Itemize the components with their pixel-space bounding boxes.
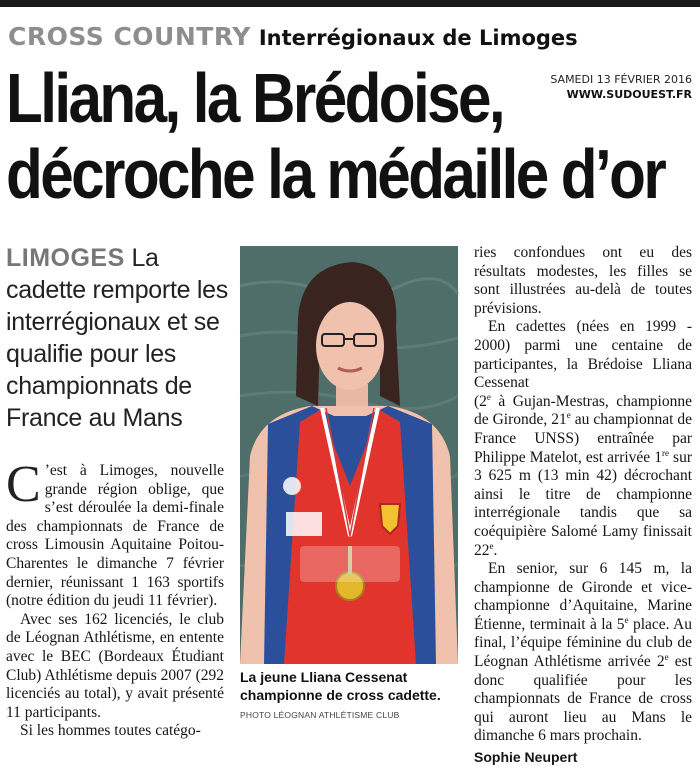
paragraph-6: En senior, sur 6 145 m, la championne de Gironde et vice-championne d’Aquitaine, Marine Étienne, terminait à la 5e place. Au final, l’équipe féminine du club de Léognan Athlétisme arrivée 2e est donc qualifiée pour les championnats de France de cross qui auront lieu au Mans le dimanche 6 mars prochain.	[474, 560, 692, 745]
lede	[6, 242, 228, 434]
article-column-3	[474, 244, 692, 767]
lede-text: La cadette remporte les interrégionaux et se qualifie pour les championnats de France au Mans	[6, 244, 228, 432]
section-rubric	[8, 22, 578, 51]
lede-place: LIMOGES	[6, 244, 125, 272]
website-link[interactable]: WWW.SUDOUEST.FR	[566, 88, 692, 101]
author-byline: Sophie Neupert	[474, 749, 578, 766]
rubric-topic: Interrégionaux de Limoges	[258, 26, 578, 50]
athlete-photo	[240, 246, 458, 664]
paragraph-1	[6, 456, 224, 611]
paragraph-5: (2e à Gujan-Mestras, championne de Gironde, 21e au championnat de France UNSS) entraînée par Philippe Matelot, est arrivée 1re sur 3 625 m (13 min 42) décrochant ainsi le titre de championne interrégionale tandis que sa coéquipière Salomé Lamy finissait 22e.	[474, 391, 692, 559]
drop-cap: C	[6, 456, 41, 513]
headline	[6, 60, 696, 212]
headline-line-1: Lliana, la Brédoise,	[6, 59, 504, 137]
paragraph-3-continued: ries confondues ont eu des résultats modestes, les filles se sont illustrées au-delà de toutes prévisions.	[474, 244, 692, 317]
publication-date: SAMEDI 13 FÉVRIER 2016	[550, 73, 692, 86]
article-column-1	[6, 456, 224, 741]
photo-caption: La jeune Lliana Cessenat championne de cross cadette.	[240, 669, 441, 703]
top-rule	[0, 0, 700, 7]
paragraph-2: Avec ses 162 licenciés, le club de Léognan Athlétisme, en entente avec le BEC (Bordeaux Étudiant Club) Athlétisme depuis 2007 (292 licenciés au total), y avait présenté 11 participants.	[6, 610, 224, 721]
paragraph-4: En cadettes (nées en 1999 - 2000) parmi une centaine de participantes, la Brédoise Lliana Cessenat	[474, 318, 692, 392]
headline-line-2: décroche la médaille d’or	[6, 135, 665, 213]
paragraph-3: Si les hommes toutes catégo-	[20, 722, 201, 740]
rubric-kicker: CROSS COUNTRY	[8, 22, 251, 51]
photo-credit: PHOTO LÉOGNAN ATHLÉTISME CLUB	[240, 710, 400, 720]
paragraph-1-text: ’est à Limoges, nouvelle grande région oblige, que s’est déroulée la demi-finale des championnats de France de cross Limousin Aquitaine Poitou-Charentes le dimanche 7 février dernier, réunissant 1 163 sportifs (notre édition du jeudi 11 février).	[6, 462, 224, 610]
